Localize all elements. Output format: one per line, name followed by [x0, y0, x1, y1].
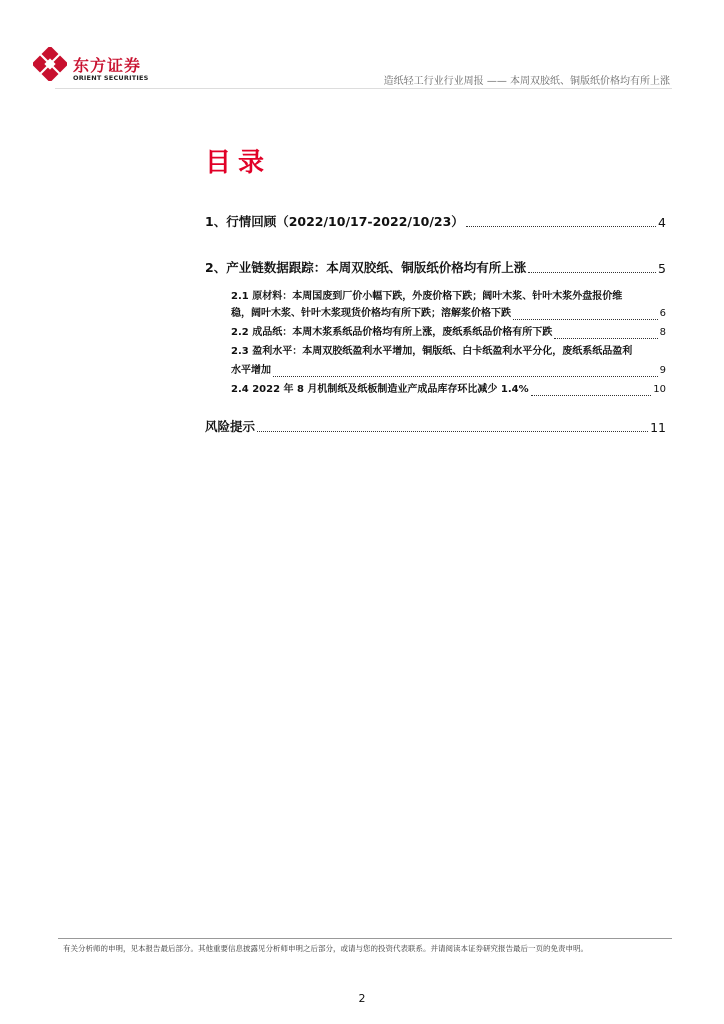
- toc-page-number: 11: [650, 420, 666, 435]
- logo-english-name: ORIENT SECURITIES: [73, 74, 149, 82]
- toc-entry-risk[interactable]: [205, 417, 666, 435]
- footer-divider: [58, 938, 672, 939]
- toc-page-number: 10: [653, 384, 666, 395]
- toc-entry-text: 2、产业链数据跟踪：本周双胶纸、铜版纸价格均有所上涨: [205, 260, 527, 275]
- toc-entry-2-2[interactable]: [231, 323, 666, 342]
- toc-page-number: 5: [658, 261, 666, 276]
- toc-entry-text: 2.2 成品纸：本周木浆系纸品价格均有所上涨，废纸系纸品价格有所下跌: [231, 327, 553, 338]
- footer-disclaimer: 有关分析师的申明，见本报告最后部分。其他重要信息披露见分析师申明之后部分，或请与您的投资代表联系。并请阅读本证券研究报告最后一页的免责申明。: [63, 944, 588, 953]
- toc-page-number: 9: [659, 365, 666, 376]
- toc-leader: [257, 428, 648, 432]
- toc-leader: [531, 392, 652, 396]
- toc-page-number: 6: [659, 308, 666, 319]
- toc-entry-text: 2.4 2022 年 8 月机制纸及纸板制造业产成品库存环比减少 1.4%: [231, 384, 529, 395]
- toc-entry-text: 风险提示: [205, 419, 256, 434]
- toc-entry-2-3-line1[interactable]: 2.3 盈利水平：本周双胶纸盈利水平增加，铜版纸、白卡纸盈利水平分化，废纸系纸品盈利: [231, 346, 633, 357]
- logo-chinese-name: 东方证券: [73, 56, 142, 75]
- toc-leader: [273, 373, 658, 377]
- toc-leader: [513, 316, 658, 320]
- toc-entry-text: 水平增加: [231, 365, 271, 376]
- toc-page-number: 8: [659, 327, 666, 338]
- toc-entry-text: 1、行情回顾（2022/10/17-2022/10/23）: [205, 214, 464, 229]
- toc-entry-2-1-line1[interactable]: 2.1 原材料：本周国废到厂价小幅下跌，外废价格下跌；阔叶木浆、针叶木浆外盘报价维: [231, 291, 623, 302]
- toc-leader: [554, 335, 657, 339]
- page-number: 2: [358, 992, 366, 1005]
- toc-entry-1[interactable]: [205, 212, 666, 230]
- toc-entry-2-1[interactable]: [231, 304, 666, 323]
- header-divider: [55, 88, 672, 89]
- toc-heading: 目录: [205, 148, 272, 178]
- report-title: 造纸轻工行业行业周报 —— 本周双胶纸、铜版纸价格均有所上涨: [383, 76, 670, 87]
- toc-entry-2-4[interactable]: [231, 380, 666, 399]
- toc-entry-2-3[interactable]: [231, 361, 666, 380]
- toc-entry-2[interactable]: [205, 258, 666, 276]
- toc-leader: [466, 223, 656, 227]
- toc-entry-text: 稳，阔叶木浆、针叶木浆现货价格均有所下跌；溶解浆价格下跌: [231, 308, 511, 319]
- logo-mark-icon: [33, 47, 67, 81]
- toc-leader: [528, 269, 656, 273]
- toc-page-number: 4: [658, 215, 666, 230]
- company-logo: [33, 47, 183, 87]
